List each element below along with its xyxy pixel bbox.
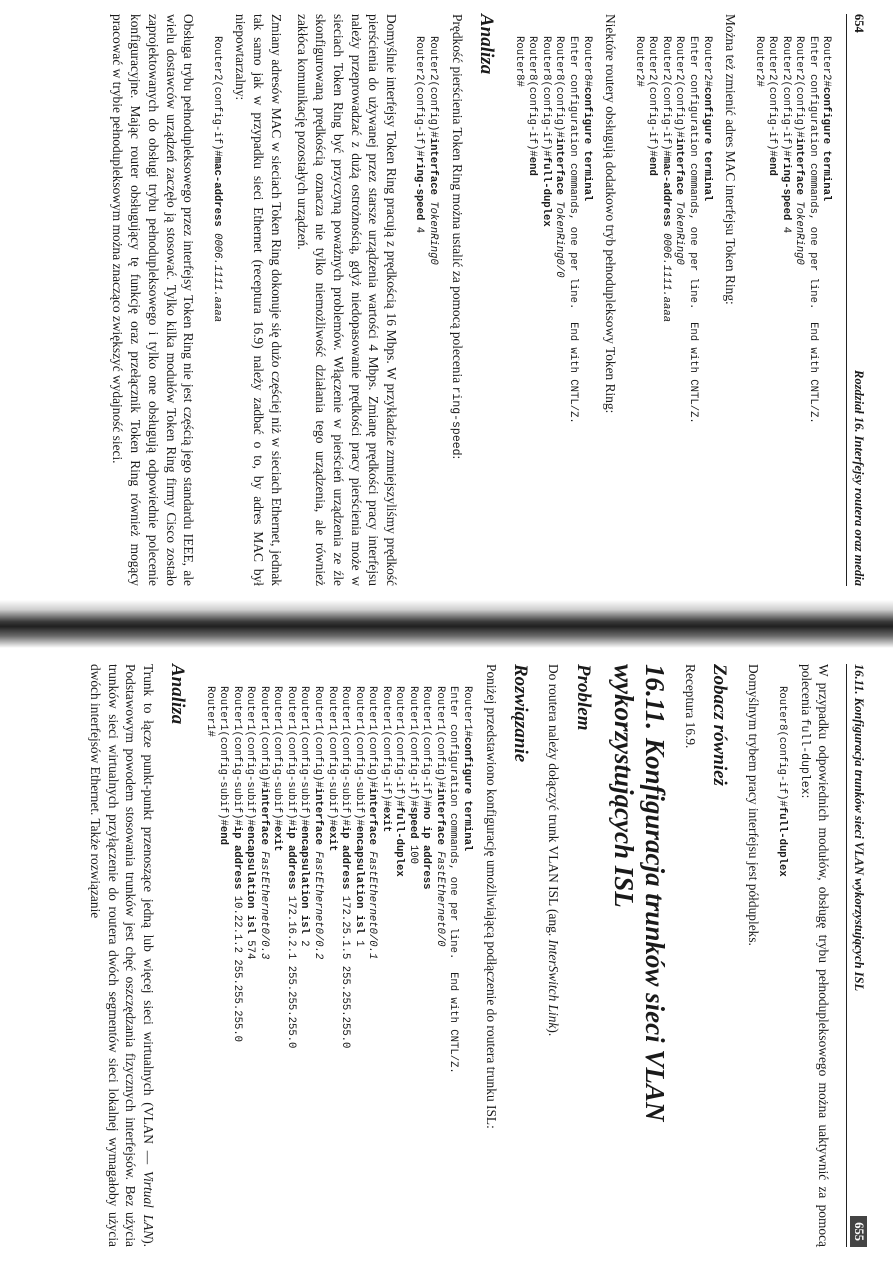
- chapter-title: Konfiguracja trunków sieci VLAN wykorzystujących ISL: [608, 664, 670, 1122]
- code-block: [209, 36, 223, 586]
- code-segment: Router2#: [632, 36, 645, 87]
- code-segment: Router1#: [461, 686, 474, 737]
- code-segment: encapsulation isl: [298, 825, 311, 934]
- inline-code: ring-speed: [449, 386, 463, 456]
- code-segment: configure terminal: [700, 86, 713, 202]
- paragraph: [86, 664, 157, 1247]
- code-segment: exit: [379, 806, 392, 833]
- right-page: [0, 648, 893, 1263]
- code-segment: Router2(config-if)#: [210, 36, 223, 157]
- code-segment: Router2#: [752, 36, 765, 87]
- code-line: [538, 36, 552, 586]
- code-segment: Router1(config-subif)#: [271, 686, 284, 826]
- code-segment: Router1(config-subif)#: [244, 686, 257, 826]
- code-segment: Router2(config)#: [673, 36, 686, 138]
- code-segment: Enter configuration commands, one per line. End with CNTL/Z.: [567, 36, 580, 424]
- paragraph: Zmiany adresów MAC w sieciach Token Ring dokonuje się dużo częściej niż w sieciach Ethernet, jednak tak samo jak w przypadku sieci Ethernet (receptura 16.9) należy zadbać o to, by adres MAC był niepowtarzalny:: [233, 14, 284, 586]
- paragraph: Receptura 16.9.: [683, 664, 699, 749]
- code-segment: 1: [352, 933, 365, 947]
- text: W przypadku odpowiednich modułów, obsługę trybu pełnodupleksowego można uaktywnić za pomocą polecenia: [798, 664, 832, 1247]
- code-line: [579, 36, 593, 586]
- code-segment: FastEthernet0/0.2: [312, 844, 324, 960]
- code-segment: Router1(config)#: [257, 686, 270, 788]
- code-segment: Router1(config-if)#: [420, 686, 433, 807]
- code-line: [256, 686, 270, 1247]
- running-head: [847, 14, 868, 586]
- section-heading: Problem: [572, 664, 594, 731]
- code-segment: mac-address: [659, 156, 672, 227]
- section-heading: Rozwiązanie: [509, 664, 531, 763]
- code-line: [699, 36, 713, 586]
- code-line: [819, 36, 833, 586]
- code-segment: interface: [427, 137, 440, 195]
- code-segment: TokenRing0: [673, 194, 686, 265]
- code-segment: Router2(config)#: [427, 36, 440, 138]
- running-head-title: 16.11. Konfiguracja trunków sieci VLAN wykorzystujących ISL: [852, 664, 866, 992]
- code-segment: Router2(config-if)#: [413, 36, 426, 157]
- text: Prędkość pierścienia Token Ring można ustalić za pomocą polecenia: [450, 14, 466, 387]
- page-number: 655: [851, 1216, 868, 1247]
- code-block: [751, 36, 832, 586]
- code-segment: no ip address: [420, 806, 433, 890]
- code-segment: FastEthernet0/0.3: [257, 844, 270, 960]
- code-segment: end: [217, 825, 230, 845]
- paragraph: Domyślnie interfejsy Token Ring pracują z prędkością 16 Mbps. W przykładzie zmniejszyliśmy prędkość pierścienia do używanej przez starsze urządzenia wartości 4 Mbps. Zmianę prędkości pracy interfejsu należy przeprowadzać z dużą ostrożnością, gdyż niedopasowanie prędkości pracy pierścienia może w sieciach Token Ring być przyczyną poważnych problemów. Włączenie w pierścień urządzenia ze źle skonfigurowaną prędkością oznacza nie tylko niemożliwość działania tego urządzenia, ale również zakłóca komunikację pozostałych urządzeń.: [295, 14, 399, 586]
- text: :: [450, 455, 466, 460]
- code-segment: interface: [793, 137, 806, 195]
- code-segment: 172.16.2.1 255.255.255.0: [284, 889, 297, 1049]
- code-line: [672, 36, 686, 586]
- code-segment: ip address: [284, 825, 297, 890]
- code-segment: Router1#: [203, 686, 216, 737]
- code-segment: exit: [325, 825, 338, 852]
- book-binding-shadow: [0, 600, 893, 648]
- code-line: [525, 36, 539, 586]
- running-head: [847, 664, 868, 1247]
- code-segment: 2: [298, 933, 311, 947]
- code-line: [378, 686, 392, 1247]
- code-segment: 4: [779, 220, 792, 234]
- code-segment: end: [766, 156, 779, 176]
- code-line: [283, 686, 297, 1247]
- code-segment: interface: [433, 787, 446, 845]
- paragraph: Niektóre routery obsługują dodatkowo tryb pełnodupleksowy Token Ring:: [603, 14, 619, 414]
- code-block: [412, 36, 439, 586]
- left-page-content: [0, 0, 893, 600]
- code-segment: FastEthernet0/0: [433, 844, 446, 947]
- code-block: [631, 36, 712, 586]
- code-line: [446, 686, 460, 1247]
- code-segment: Router1(config-subif)#: [230, 686, 243, 826]
- code-segment: ring-speed: [413, 156, 426, 221]
- code-line: [419, 686, 433, 1247]
- code-line: [243, 686, 257, 1247]
- text: ). Podstawowym powodem stosowania trunków jest chęć oszczędzania fizycznych interfejsów. Bez użycia trunków sieci wirtualnych przyłączenie do routera dwóch segmentów sieci lokalnej wymagałoby użycia dwóch interfejsów Ethernet. Także rozwiązanie: [87, 664, 156, 1247]
- code-segment: Router2#: [820, 36, 833, 87]
- code-segment: Router1(config)#: [312, 686, 324, 788]
- left-page: [0, 0, 893, 600]
- code-segment: 0006.1111.aaaa: [210, 226, 223, 323]
- code-segment: exit: [271, 825, 284, 852]
- code-segment: mac-address: [210, 156, 223, 227]
- code-segment: Router8#: [512, 36, 525, 87]
- code-segment: Router1(config-subif)#: [352, 686, 365, 826]
- code-line: [216, 686, 230, 1247]
- code-line: [338, 686, 352, 1247]
- code-segment: 10.22.1.2 255.255.255.0: [230, 889, 243, 1043]
- code-segment: ip address: [339, 825, 352, 890]
- code-segment: Router8(config-if)#: [526, 36, 539, 157]
- code-segment: encapsulation isl: [352, 825, 365, 934]
- code-line: [778, 36, 792, 586]
- code-segment: Router1(config-if)#: [406, 686, 419, 807]
- code-segment: Router1(config-subif)#: [325, 686, 338, 826]
- code-line: [432, 686, 446, 1247]
- paragraph: [448, 14, 466, 586]
- code-segment: Router8#: [580, 36, 593, 87]
- code-segment: Router1(config)#: [433, 686, 446, 788]
- code-line: [351, 686, 365, 1247]
- paragraph: Domyślnym trybem pracy interfejsu jest półdupleks.: [746, 664, 762, 946]
- code-line: [765, 36, 779, 586]
- code-segment: 172.25.1.5 255.255.255.0: [339, 889, 352, 1049]
- running-head-title: Rozdział 16. Interfejsy routera oraz media: [852, 370, 866, 586]
- code-segment: full-duplex: [775, 806, 788, 877]
- chapter-heading: [608, 664, 670, 1247]
- code-segment: TokenRing0: [793, 194, 806, 265]
- code-segment: Router2(config)#: [793, 36, 806, 138]
- code-block: [202, 686, 473, 1247]
- code-line: [552, 36, 566, 586]
- code-segment: TokenRing0: [427, 194, 440, 265]
- code-segment: ring-speed: [779, 156, 792, 221]
- code-segment: interface: [312, 787, 324, 845]
- code-segment: Enter configuration commands, one per line. End with CNTL/Z.: [806, 36, 819, 424]
- code-segment: configure terminal: [580, 86, 593, 202]
- code-segment: Router2#: [700, 36, 713, 87]
- emphasis: InterSwitch Link: [546, 939, 562, 1029]
- code-line: [425, 36, 439, 586]
- code-segment: end: [526, 156, 539, 176]
- paragraph: [545, 664, 563, 1247]
- emphasis: Virtual LAN: [141, 1170, 156, 1240]
- paragraph: [797, 664, 833, 1247]
- code-line: [310, 686, 324, 1247]
- code-segment: interface: [366, 787, 379, 845]
- section-heading: Zobacz również: [709, 664, 731, 786]
- code-line: [459, 686, 473, 1247]
- section-heading: Analiza: [167, 664, 189, 725]
- code-segment: Router1(config-subif)#: [339, 686, 352, 826]
- code-segment: end: [646, 156, 659, 176]
- code-segment: FastEthernet0/0.1: [366, 844, 379, 960]
- code-segment: Router1(config-subif)#: [217, 686, 230, 826]
- code-segment: Router8(config)#: [553, 36, 566, 138]
- page-number: 654: [852, 14, 866, 33]
- code-segment: encapsulation isl: [244, 825, 257, 934]
- code-line: [229, 686, 243, 1247]
- code-segment: Router1(config)#: [366, 686, 379, 788]
- code-segment: interface: [673, 137, 686, 195]
- code-line: [774, 686, 788, 1247]
- text: Do routera należy dołączyć trunk VLAN ISL (ang.: [546, 664, 562, 940]
- code-line: [270, 686, 284, 1247]
- chapter-number: 16.11.: [639, 664, 670, 731]
- code-line: [792, 36, 806, 586]
- code-line: [565, 36, 579, 586]
- code-segment: Router1(config-subif)#: [284, 686, 297, 826]
- code-segment: 574: [244, 933, 257, 960]
- code-segment: TokenRing0/0: [553, 194, 566, 278]
- paragraph: Obsługa trybu pełnodupleksowego przez interfejsy Token Ring nie jest częścią jego standardu IEEE, ale wielu dostawców urządzeń zaczęło ją stosować. Tylko kilka modułów Token Ring firmy Cisco zostało zaprojektowanych do obsługi trybu pełnodupleksowego i tylko one obsługują odpowiednie polecenie konfiguracyjne. Mając router obsługujący tę funkcję oraz przełącznik Token Ring również mogący pracować w trybie pełnodupleksowym można znacząco zwiększyć wydajność sieci.: [110, 14, 197, 586]
- code-segment: Router2(config-if)#: [779, 36, 792, 157]
- code-line: [751, 36, 765, 586]
- code-line: [658, 36, 672, 586]
- code-segment: Router2(config-if)#: [766, 36, 779, 157]
- code-line: [511, 36, 525, 586]
- code-segment: Router1(config-subif)#: [298, 686, 311, 826]
- code-line: [645, 36, 659, 586]
- code-segment: 4: [413, 220, 426, 234]
- code-line: [405, 686, 419, 1247]
- paragraph: Poniżej przedstawiono konfigurację umożliwiającą podłączenie do routera trunku ISL:: [483, 664, 499, 1129]
- code-segment: Router8(config-if)#: [539, 36, 552, 157]
- code-line: [324, 686, 338, 1247]
- code-line: [631, 36, 645, 586]
- text: ).: [546, 1028, 562, 1037]
- code-segment: Enter configuration commands, one per line. End with CNTL/Z.: [686, 36, 699, 424]
- code-segment: Enter configuration commands, one per line. End with CNTL/Z.: [447, 686, 460, 1074]
- code-line: [805, 36, 819, 586]
- code-segment: ip address: [230, 825, 243, 890]
- code-line: [209, 36, 223, 586]
- code-segment: configure terminal: [820, 86, 833, 202]
- right-page-content: [0, 648, 893, 1263]
- code-segment: 100: [406, 838, 419, 865]
- code-segment: configure terminal: [461, 736, 474, 852]
- code-segment: Router2(config-if)#: [659, 36, 672, 157]
- section-heading: Analiza: [476, 14, 498, 75]
- code-segment: interface: [257, 787, 270, 845]
- code-segment: speed: [406, 806, 419, 839]
- code-segment: full-duplex: [539, 156, 552, 227]
- code-line: [412, 36, 426, 586]
- code-line: [297, 686, 311, 1247]
- code-line: [685, 36, 699, 586]
- code-segment: 0006.1111.aaaa: [659, 226, 672, 323]
- code-line: [365, 686, 379, 1247]
- paragraph: Można też zmienić adres MAC interfejsu Token Ring:: [723, 14, 739, 305]
- code-line: [202, 686, 216, 1247]
- code-segment: Router8(config-if)#: [775, 686, 788, 807]
- code-segment: Router1(config-if)#: [379, 686, 392, 807]
- code-segment: full-duplex: [393, 806, 406, 877]
- code-block: [774, 686, 788, 1247]
- code-segment: Router2(config-if)#: [646, 36, 659, 157]
- code-line: [392, 686, 406, 1247]
- code-block: [511, 36, 592, 586]
- code-segment: Router1(config-if)#: [393, 686, 406, 807]
- inline-code: full-duplex: [797, 718, 811, 795]
- code-segment: interface: [553, 137, 566, 195]
- text: Trunk to łącze punkt-punkt przenoszące jedną lub więcej sieci wirtualnych (VLAN —: [141, 664, 156, 1171]
- text: :: [798, 794, 814, 799]
